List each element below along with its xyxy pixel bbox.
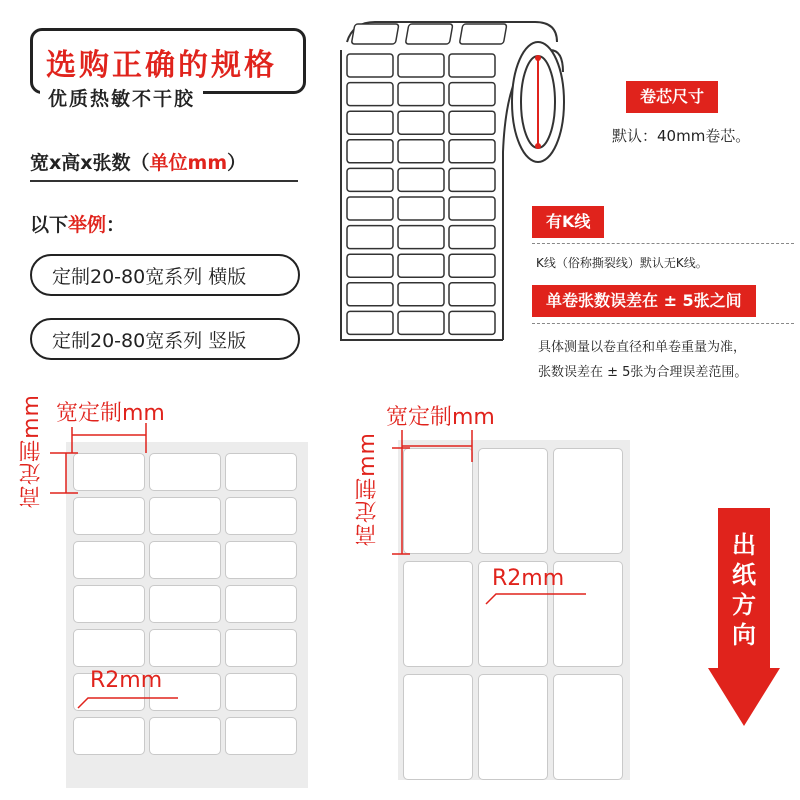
- roll-label: [347, 83, 393, 106]
- label-cell: [149, 585, 221, 623]
- core-marker-bottom: [535, 143, 541, 149]
- page-subtitle: 优质热敏不干胶: [40, 84, 203, 111]
- right-height-label: 高定制mm: [355, 432, 380, 546]
- roll-label: [347, 226, 393, 249]
- roll-label: [398, 254, 444, 277]
- label-cell: [225, 717, 297, 755]
- roll-label: [398, 283, 444, 306]
- label-cell: [478, 674, 548, 780]
- roll-label: [449, 168, 495, 191]
- roll-label: [449, 140, 495, 163]
- roll-label: [449, 283, 495, 306]
- roll-label: [398, 197, 444, 220]
- roll-label: [347, 283, 393, 306]
- roll-label: [449, 226, 495, 249]
- roll-label: [398, 140, 444, 163]
- roll-label-grid: [347, 54, 495, 334]
- spec-prefix: 宽x高x张数（: [30, 152, 150, 174]
- example-suffix: ：: [106, 214, 126, 236]
- example-prefix: 以下: [30, 214, 69, 236]
- label-cell: [225, 453, 297, 491]
- roll-label: [398, 226, 444, 249]
- roll-label: [398, 83, 444, 106]
- roll-label: [398, 111, 444, 134]
- right-width-label: 宽定制mm: [386, 405, 495, 430]
- label-cell: [225, 497, 297, 535]
- spec-unit: 单位mm: [149, 152, 228, 174]
- roll-label: [449, 197, 495, 220]
- roll-label: [398, 54, 444, 77]
- core-size-text: 默认：40mm卷芯。: [612, 127, 751, 145]
- roll-label: [449, 83, 495, 106]
- divider: [532, 243, 794, 244]
- label-cell: [403, 561, 473, 667]
- roll-label: [398, 168, 444, 191]
- label-cell: [553, 448, 623, 554]
- left-width-label: 宽定制mm: [56, 401, 165, 426]
- k-line-badge: 有K线: [532, 206, 604, 238]
- roll-label: [351, 24, 399, 44]
- right-dimension-lines: [380, 420, 490, 560]
- roll-label: [347, 168, 393, 191]
- roll-label: [347, 140, 393, 163]
- roll-label: [347, 197, 393, 220]
- label-cell: [225, 629, 297, 667]
- label-cell: [149, 629, 221, 667]
- label-cell: [73, 585, 145, 623]
- right-radius-label: R2mm: [492, 566, 565, 591]
- left-radius-pointer: [74, 688, 184, 712]
- spec-format: [30, 148, 246, 175]
- k-line-text: K线（俗称撕裂线）默认无K线。: [536, 256, 708, 270]
- paper-direction-label: 出纸方向: [732, 531, 756, 649]
- roll-label: [405, 24, 453, 44]
- label-cell: [403, 674, 473, 780]
- spec-suffix: ）: [227, 152, 247, 174]
- page-title: 选购正确的规格: [46, 48, 277, 83]
- divider: [30, 180, 298, 182]
- roll-label: [449, 111, 495, 134]
- label-cell: [73, 717, 145, 755]
- example-heading: [30, 210, 125, 237]
- example-highlight: 举例: [68, 214, 107, 236]
- roll-label: [459, 24, 507, 44]
- label-cell: [149, 541, 221, 579]
- core-marker-top: [535, 55, 541, 61]
- label-cell: [225, 673, 297, 711]
- roll-label: [347, 111, 393, 134]
- count-error-text-1: 具体测量以卷直径和单卷重量为准，: [538, 340, 747, 355]
- roll-label: [449, 54, 495, 77]
- right-radius-pointer: [482, 586, 592, 610]
- left-radius-label: R2mm: [90, 668, 163, 693]
- roll-label: [347, 254, 393, 277]
- count-error-text-2: 张数误差在 ± 5张为合理误差范围。: [538, 365, 748, 380]
- option-horizontal[interactable]: 定制20-80宽系列 横版: [30, 254, 300, 296]
- roll-label: [347, 311, 393, 334]
- core-size-badge: 卷芯尺寸: [626, 81, 718, 113]
- left-height-label: 高定制mm: [19, 394, 44, 508]
- roll-label: [449, 311, 495, 334]
- divider: [532, 323, 794, 324]
- roll-label: [347, 54, 393, 77]
- label-roll-illustration: [335, 12, 565, 342]
- label-cell: [149, 717, 221, 755]
- count-error-badge: 单卷张数误差在 ± 5张之间: [532, 285, 756, 317]
- roll-label: [449, 254, 495, 277]
- roll-label: [398, 311, 444, 334]
- label-cell: [73, 629, 145, 667]
- option-vertical[interactable]: 定制20-80宽系列 竖版: [30, 318, 300, 360]
- label-cell: [225, 541, 297, 579]
- label-cell: [225, 585, 297, 623]
- label-cell: [553, 674, 623, 780]
- label-cell: [73, 541, 145, 579]
